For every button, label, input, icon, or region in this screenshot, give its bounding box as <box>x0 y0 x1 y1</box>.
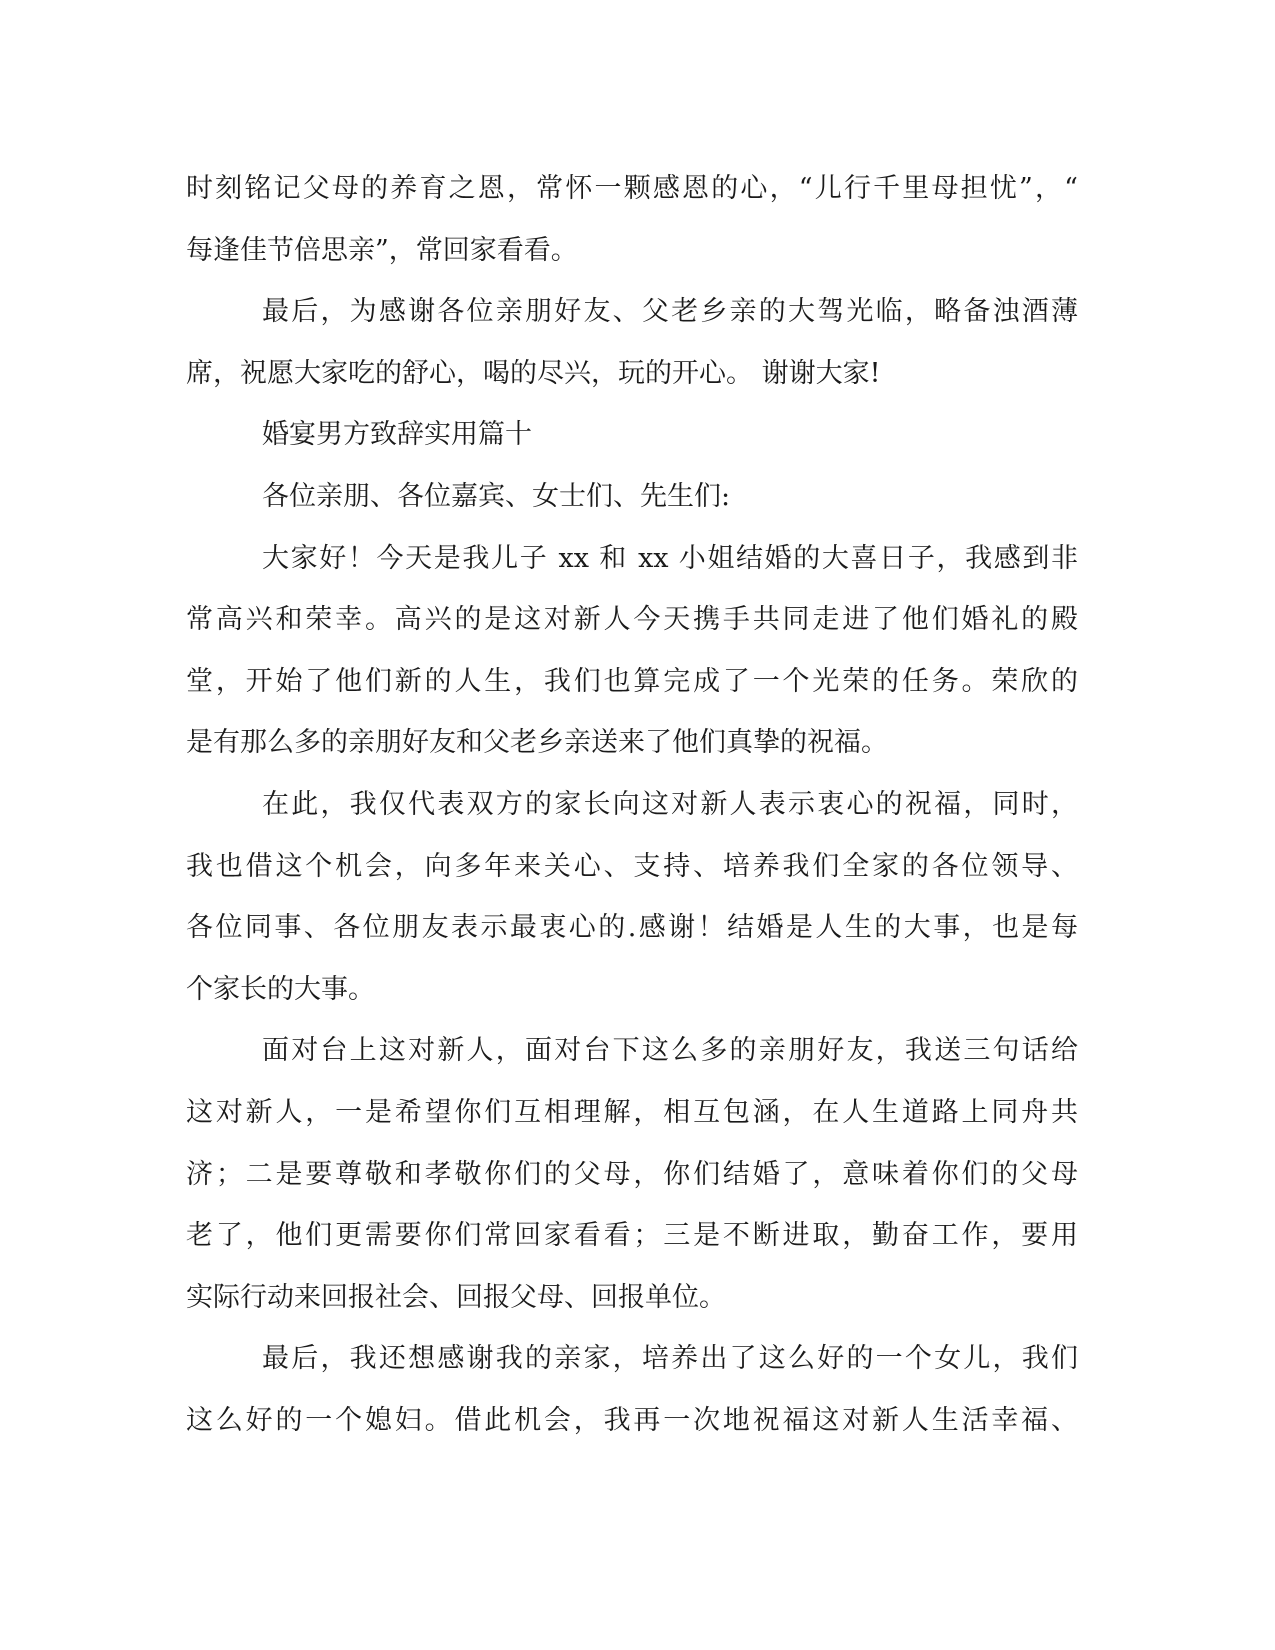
paragraph-first-line: 在此，我仅代表双方的家长向这对新人表示衷心的祝福，同时， <box>262 788 1078 820</box>
paragraph-line: 我也借这个机会，向多年来关心、支持、培养我们全家的各位领导、 <box>186 850 1078 882</box>
paragraph-first-line: 最后，我还想感谢我的亲家，培养出了这么好的一个女儿，我们 <box>262 1343 1078 1375</box>
paragraph-line: 常高兴和荣幸。高兴的是这对新人今天携手共同走进了他们婚礼的殿 <box>186 604 1078 636</box>
paragraph-line: 这么好的一个媳妇。借此机会，我再一次地祝福这对新人生活幸福、 <box>186 1404 1078 1436</box>
paragraph-line: 济；二是要尊敬和孝敬你们的父母，你们结婚了，意味着你们的父母 <box>186 1158 1078 1190</box>
paragraph-line: 个家长的大事。 <box>186 973 375 1005</box>
paragraph-first-line: 面对台上这对新人，面对台下这么多的亲朋好友，我送三句话给 <box>262 1035 1078 1067</box>
paragraph-line: 每逢佳节倍思亲”，常回家看看。 <box>186 234 578 266</box>
paragraph-line: 这对新人，一是希望你们互相理解，相互包涵，在人生道路上同舟共 <box>186 1096 1078 1128</box>
paragraph-first-line: 婚宴男方致辞实用篇十 <box>262 419 532 451</box>
paragraph-line: 老了，他们更需要你们常回家看看；三是不断进取，勤奋工作，要用 <box>186 1220 1078 1252</box>
paragraph-first-line: 各位亲朋、各位嘉宾、女士们、先生们: <box>262 480 731 512</box>
paragraph-first-line: 最后，为感谢各位亲朋好友、父老乡亲的大驾光临，略备浊酒薄 <box>262 296 1078 328</box>
paragraph-line: 堂，开始了他们新的人生，我们也算完成了一个光荣的任务。荣欣的 <box>186 665 1078 697</box>
paragraph-line: 各位同事、各位朋友表示最衷心的.感谢！结婚是人生的大事，也是每 <box>186 912 1078 944</box>
paragraph-first-line: 大家好！今天是我儿子 xx 和 xx 小姐结婚的大喜日子，我感到非 <box>262 542 1078 574</box>
paragraph-line: 席，祝愿大家吃的舒心，喝的尽兴，玩的开心。 谢谢大家! <box>186 357 881 389</box>
document-body <box>186 158 1078 1451</box>
paragraph-line: 时刻铭记父母的养育之恩，常怀一颗感恩的心，“儿行千里母担忧”，“ <box>186 173 1078 204</box>
paragraph-line: 实际行动来回报社会、回报父母、回报单位。 <box>186 1281 726 1313</box>
paragraph-line: 是有那么多的亲朋好友和父老乡亲送来了他们真挚的祝福。 <box>186 727 888 759</box>
